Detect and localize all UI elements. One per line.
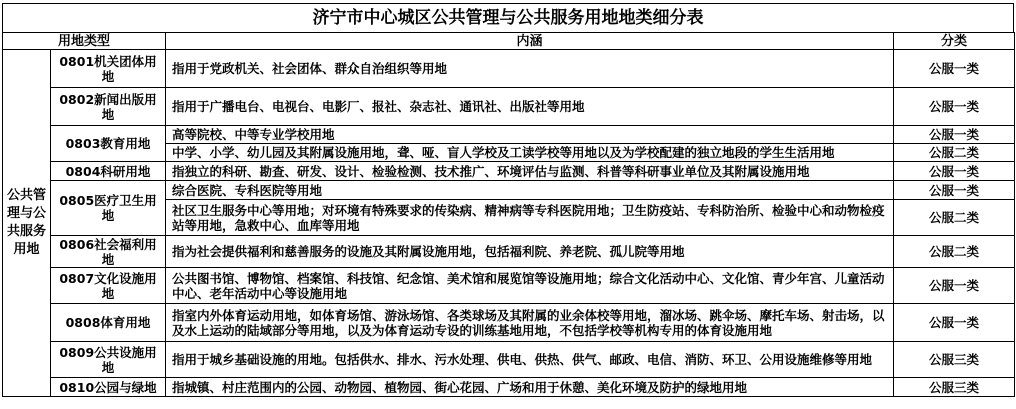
- content-cell: 指用于党政机关、社会团体、群众自治组织等用地: [166, 50, 894, 88]
- table-row: [3, 50, 1015, 88]
- class-cell: 公服二类: [894, 200, 1015, 236]
- class-cell: 公服一类: [894, 181, 1015, 200]
- header-land-type: 用地类型: [3, 33, 166, 50]
- class-cell: 公服一类: [894, 162, 1015, 181]
- table-row: [3, 126, 1015, 144]
- class-cell: 公服三类: [894, 378, 1015, 397]
- table-title: 济宁市中心城区公共管理与公共服务用地地类细分表: [2, 3, 1014, 32]
- class-cell: 公服一类: [894, 88, 1015, 126]
- table-row: [3, 342, 1015, 378]
- content-cell: 指用于广播电台、电视台、电影厂、报社、杂志社、通讯社、出版社等用地: [166, 88, 894, 126]
- table-row: [3, 88, 1015, 126]
- class-cell: 公服一类: [894, 268, 1015, 304]
- content-cell: 高等院校、中等专业学校用地: [166, 126, 894, 144]
- code-cell: 0809公共设施用地: [51, 342, 166, 378]
- table-row: [3, 181, 1015, 200]
- big-category-cell: 公共管理与公共服务用地: [3, 50, 51, 397]
- code-cell: 0805医疗卫生用地: [51, 181, 166, 236]
- header-row: [3, 33, 1015, 50]
- class-cell: 公服二类: [894, 144, 1015, 162]
- code-cell: 0808体育用地: [51, 304, 166, 342]
- content-cell: 指城镇、村庄范围内的公园、动物园、植物园、街心花园、广场和用于休憩、美化环境及防护的绿地用地: [166, 378, 894, 397]
- code-cell: 0806社会福利用地: [51, 236, 166, 268]
- class-cell: 公服一类: [894, 304, 1015, 342]
- code-cell: 0804科研用地: [51, 162, 166, 181]
- content-cell: 指室内外体育运动用地，如体育场馆、游泳场馆、各类球场及其附属的业余体校等用地，溜冰场、跳伞场、摩托车场、射击场，以及水上运动的陆域部分等用地，以及为体育运动专设的训练基地用地，不包括学校等机构专用的体育设施用地: [166, 304, 894, 342]
- content-cell: 公共图书馆、博物馆、档案馆、科技馆、纪念馆、美术馆和展览馆等设施用地；综合文化活动中心、文化馆、青少年宫、儿童活动中心、老年活动中心等设施用地: [166, 268, 894, 304]
- table-row: [3, 236, 1015, 268]
- class-cell: 公服三类: [894, 342, 1015, 378]
- header-class: 分类: [894, 33, 1015, 50]
- table-row: [3, 378, 1015, 397]
- code-cell: 0802新闻出版用地: [51, 88, 166, 126]
- content-cell: 综合医院、专科医院等用地: [166, 181, 894, 200]
- class-cell: 公服一类: [894, 126, 1015, 144]
- table-row: [3, 304, 1015, 342]
- code-cell: 0803教育用地: [51, 126, 166, 162]
- content-cell: 指为社会提供福利和慈善服务的设施及其附属设施用地，包括福利院、养老院、孤儿院等用地: [166, 236, 894, 268]
- code-cell: 0810公园与绿地: [51, 378, 166, 397]
- content-cell: 中学、小学、幼儿园及其附属设施用地，聋、哑、盲人学校及工读学校等用地以及为学校配建的独立地段的学生生活用地: [166, 144, 894, 162]
- land-use-table: [2, 32, 1015, 397]
- code-cell: 0801机关团体用地: [51, 50, 166, 88]
- code-cell: 0807文化设施用地: [51, 268, 166, 304]
- content-cell: 社区卫生服务中心等用地；对环境有特殊要求的传染病、精神病等专科医院用地；卫生防疫站、专科防治所、检验中心和动物检疫站等用地，急救中心、血库等用地: [166, 200, 894, 236]
- class-cell: 公服一类: [894, 50, 1015, 88]
- header-content: 内涵: [166, 33, 894, 50]
- table-row: [3, 268, 1015, 304]
- table-row: [3, 162, 1015, 181]
- content-cell: 指用于城乡基础设施的用地。包括供水、排水、污水处理、供电、供热、供气、邮政、电信、消防、环卫、公用设施维修等用地: [166, 342, 894, 378]
- class-cell: 公服二类: [894, 236, 1015, 268]
- content-cell: 指独立的科研、勘查、研发、设计、检验检测、技术推广、环境评估与监测、科普等科研事业单位及其附属设施用地: [166, 162, 894, 181]
